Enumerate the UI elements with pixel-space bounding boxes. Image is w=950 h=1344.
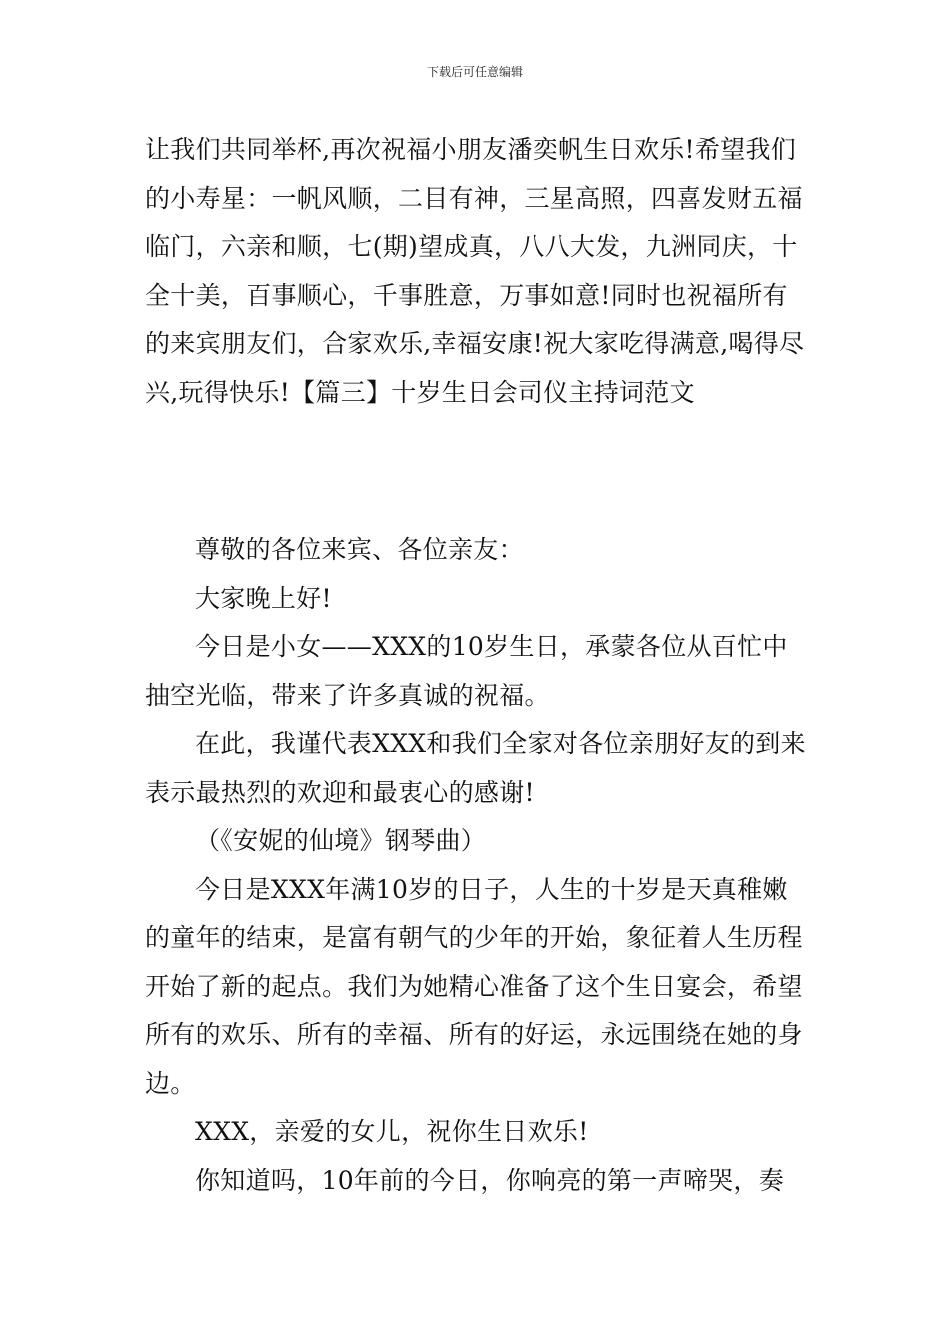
- opening-section: [145, 126, 810, 417]
- opening-paragraph: 让我们共同举杯,再次祝福小朋友潘奕帆生日欢乐!希望我们的小寿星：一帆风顺，二目有神，三星高照，四喜发财五福临门，六亲和顺，七(期)望成真，八八大发，九洲同庆，十全十美，百事顺心，千事胜意，万事如意!同时也祝福所有的来宾朋友们，合家欢乐,幸福安康!祝大家吃得满意,喝得尽兴,玩得快乐!【篇三】十岁生日会司仪主持词范文: [145, 135, 805, 407]
- ten-years-paragraph: 今日是XXX年满10岁的日子，人生的十岁是天真稚嫩的童年的结束，是富有朝气的少年的开始，象征着人生历程开始了新的起点。我们为她精心准备了这个生日宴会，希望所有的欢乐、所有的幸福、所有的好运，永远围绕在她的身边。: [145, 874, 803, 1098]
- birthday-intro-paragraph: 今日是小女——XXX的10岁生日，承蒙各位从百忙中抽空光临，带来了许多真诚的祝福。: [145, 632, 788, 710]
- memory-paragraph: 你知道吗，10年前的今日，你响亮的第一声啼哭，奏: [195, 1165, 785, 1195]
- thanks-paragraph: 在此，我谨代表XXX和我们全家对各位亲朋好友的到来表示最热烈的欢迎和最衷心的感谢!: [145, 729, 806, 807]
- wish-paragraph: XXX，亲爱的女儿，祝你生日欢乐!: [195, 1117, 589, 1146]
- music-cue-paragraph: （《安妮的仙境》钢琴曲）: [195, 826, 487, 855]
- speech-section: [145, 526, 810, 1205]
- page-header-note: 下载后可任意编辑: [426, 65, 523, 79]
- good-evening-paragraph: 大家晚上好!: [195, 583, 332, 613]
- greeting-paragraph: 尊敬的各位来宾、各位亲友：: [195, 535, 524, 564]
